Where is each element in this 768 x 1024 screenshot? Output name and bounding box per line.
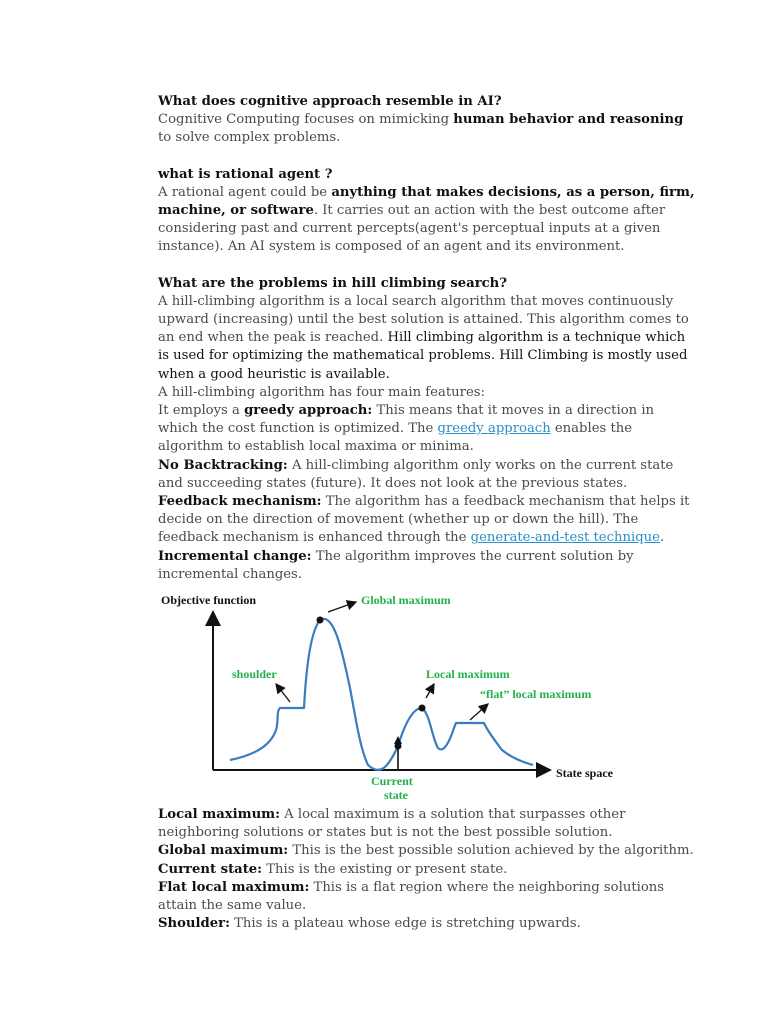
document-body: [158, 93, 698, 934]
definition-local-maximum: Local maximum: A local maximum is a solution that surpasses other neighboring solutions or states but is not the best possible solution.: [158, 807, 626, 841]
text-run: to solve complex problems.: [158, 130, 341, 146]
global-max-label: Global maximum: [361, 593, 451, 608]
bold-phrase: greedy approach:: [244, 403, 373, 419]
current-state-label: state: [384, 788, 408, 803]
x-axis-label: State space: [556, 766, 613, 781]
local-max-point: [419, 705, 426, 712]
definition-flat-local-maximum: Flat local maximum: This is a flat region where the neighboring solutions attain the same value.: [158, 879, 665, 914]
section-rational-agent: [158, 166, 698, 257]
text-run: A rational agent could be: [158, 184, 332, 200]
answer-paragraph: [158, 293, 698, 384]
bold-phrase: Feedback mechanism:: [158, 494, 322, 510]
text-run: .: [659, 530, 665, 546]
bold-phrase: anything that makes decisions, as a person, firm, machine, or software: [158, 184, 695, 219]
answer-paragraph: [158, 111, 698, 147]
shoulder-label: shoulder: [232, 667, 277, 682]
feature-greedy: [158, 402, 698, 457]
text-run: It employs a: [158, 403, 245, 419]
bold-phrase: Incremental change:: [158, 548, 312, 564]
emphasis-text: Hill climbing algorithm is a technique which is used for optimizing the mathematical problems. Hill Climbing is mostly used when a good heuristic is available.: [158, 330, 688, 382]
text-run: The algorithm has a feedback mechanism that helps it decide on the direction of movement (whether up or down the hill). The feedback mechanism is enhanced through the: [158, 494, 690, 546]
definition-shoulder: Shoulder: This is a plateau whose edge is stretching upwards.: [158, 916, 581, 932]
text-run: Cognitive Computing focuses on mimicking: [158, 112, 454, 128]
inline-link[interactable]: greedy approach: [437, 421, 551, 437]
hill-climbing-diagram: [158, 590, 638, 802]
text-run: The algorithm improves the current solution by incremental changes.: [158, 548, 634, 582]
question-heading: what is rational agent ?: [158, 166, 333, 182]
question-heading: What does cognitive approach resemble in AI?: [158, 94, 502, 109]
feature-incremental: [158, 548, 698, 584]
section-cognitive: [158, 93, 698, 148]
global-max-point: [317, 617, 324, 624]
flat-local-max-label: “flat” local maximum: [480, 687, 592, 702]
bold-phrase: human behavior and reasoning: [453, 112, 684, 128]
text-run: . It carries out an action with the best outcome after considering past and current percepts(agent's perceptual inputs at a given instance). An AI system is composed of an agent and its environment.: [158, 203, 666, 255]
current-state-label: Current: [371, 774, 413, 789]
feature-no-backtracking: [158, 457, 698, 493]
y-axis-label: Objective function: [161, 593, 256, 608]
definitions-list: [158, 806, 698, 933]
question-heading: What are the problems in hill climbing search?: [158, 275, 507, 291]
text-run: enables the algorithm to establish local maxima or minima.: [158, 421, 633, 455]
answer-paragraph: [158, 184, 698, 257]
features-intro: A hill-climbing algorithm has four main features:: [158, 384, 485, 400]
definition-global-maximum: Global maximum: This is the best possible solution achieved by the algorithm.: [158, 843, 694, 859]
text-run: A hill-climbing algorithm is a local search algorithm that moves continuously upward (increasing) until the best solution is attained. This algorithm comes to an end when the peak is reached.: [158, 293, 689, 346]
bold-phrase: No Backtracking:: [158, 457, 288, 473]
inline-link[interactable]: generate-and-test technique: [470, 530, 660, 546]
feature-feedback: [158, 493, 698, 548]
text-run: A hill-climbing algorithm only works on the current state and succeeding states (future). It does not look at the previous states.: [158, 457, 674, 491]
text-run: This means that it moves in a direction in which the cost function is optimized. The: [158, 403, 655, 437]
local-max-label: Local maximum: [426, 667, 510, 682]
section-hill-climbing: [158, 275, 698, 584]
definition-current-state: Current state: This is the existing or present state.: [158, 861, 508, 877]
